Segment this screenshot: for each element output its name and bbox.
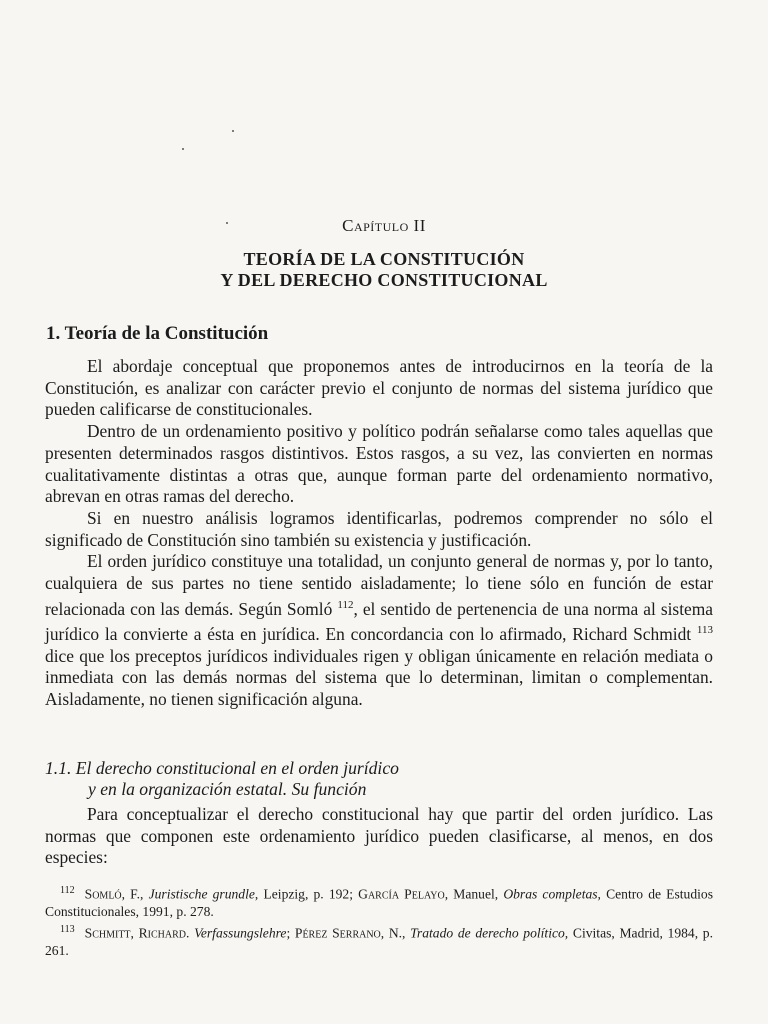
subsection-heading-line-1: 1.1. El derecho constitucional en el orden jurídico — [45, 758, 399, 778]
footnote-text: Centro de Estudios Constitucionales, 1991, p. 278. — [45, 886, 713, 920]
footnote — [45, 921, 713, 960]
footnote-text: , N., — [380, 925, 411, 941]
footnote-author: Pérez Serrano — [294, 925, 381, 941]
footnotes — [45, 882, 713, 959]
footnote — [45, 882, 713, 921]
chapter-title — [0, 249, 768, 291]
scan-speck — [232, 130, 234, 132]
paragraph: Dentro de un ordenamiento positivo y político podrán señalarse como tales aquellas que presenten determinados rasgos distintivos. Estos rasgos, a su vez, las convierten en normas cualitativamente distintas a otras que, aunque forman parte del ordenamiento normativo, abrevan en otras ramas del derecho. — [45, 421, 713, 507]
footnote-work: Obras completas, — [503, 886, 601, 902]
footnote-number: 112 — [60, 885, 75, 896]
subsection-heading — [45, 758, 399, 800]
footnote-text: , Manuel, — [444, 886, 504, 902]
chapter-label: Capítulo II — [342, 216, 426, 235]
footnote-work: Verfassungslehre — [194, 925, 287, 941]
footnote-work: Tratado de derecho político, — [410, 925, 569, 941]
section-heading: 1. Teoría de la Constitución — [46, 323, 269, 344]
paragraph — [45, 551, 713, 711]
section-body — [45, 356, 713, 711]
paragraph: Para conceptualizar el derecho constitucional hay que partir del orden jurídico. Las normas que componen este ordenamiento jurídico pueden clasificarse, al menos, en dos especies: — [45, 804, 713, 868]
subsection-heading-line-2: y en la organización estatal. Su función — [88, 779, 367, 799]
footnote-author: García Pelayo — [358, 886, 445, 902]
subsection-body — [45, 804, 713, 869]
scan-speck — [182, 148, 184, 150]
paragraph: Si en nuestro análisis logramos identificarlas, podremos comprender no sólo el significado de Constitución sino también su existencia y justificación. — [45, 507, 713, 550]
chapter-title-line-1: TEORÍA DE LA CONSTITUCIÓN — [243, 249, 525, 269]
footnote-reference: 113 — [696, 624, 713, 637]
paragraph-text: dice que los preceptos jurídicos individuales rigen y obligan únicamente en relación mediata o inmediata con las demás normas del sistema que lo determinan, limitan o complementan. Aisladamente, no tienen significación alguna. — [45, 645, 713, 710]
paragraph-text: , el sentido de pertenencia de una norma al sistema jurídico la convierte a ésta en jurídica. En concordancia con lo afirmado, Richard Schmidt — [45, 598, 713, 645]
footnote-text: ; — [286, 925, 295, 941]
footnote-author: Schmitt, Richard. — [84, 925, 190, 941]
paragraph-text: El orden jurídico constituye una totalidad, un conjunto general de normas y, por lo tanto, cualquiera de sus partes no tiene sentido aisladamente; lo tiene sólo en función de estar relacionada con las demás. Según Somló — [45, 551, 713, 619]
paragraph: El abordaje conceptual que proponemos antes de introducirnos en la teoría de la Constitución, es analizar con carácter previo el conjunto de normas del sistema jurídico que pueden calificarse de constitucionales. — [45, 356, 713, 420]
footnote-number: 113 — [60, 923, 75, 935]
footnote-text: , Leipzig, p. 192; — [254, 886, 359, 902]
footnote-work: Juristische grundle — [148, 886, 255, 902]
chapter-title-line-2: Y DEL DERECHO CONSTITUCIONAL — [220, 270, 548, 290]
footnote-author: Somló, F., — [84, 886, 144, 902]
footnote-text: Civitas, Madrid, 1984, p. 261. — [45, 925, 713, 958]
footnote-reference: 112 — [337, 598, 354, 611]
